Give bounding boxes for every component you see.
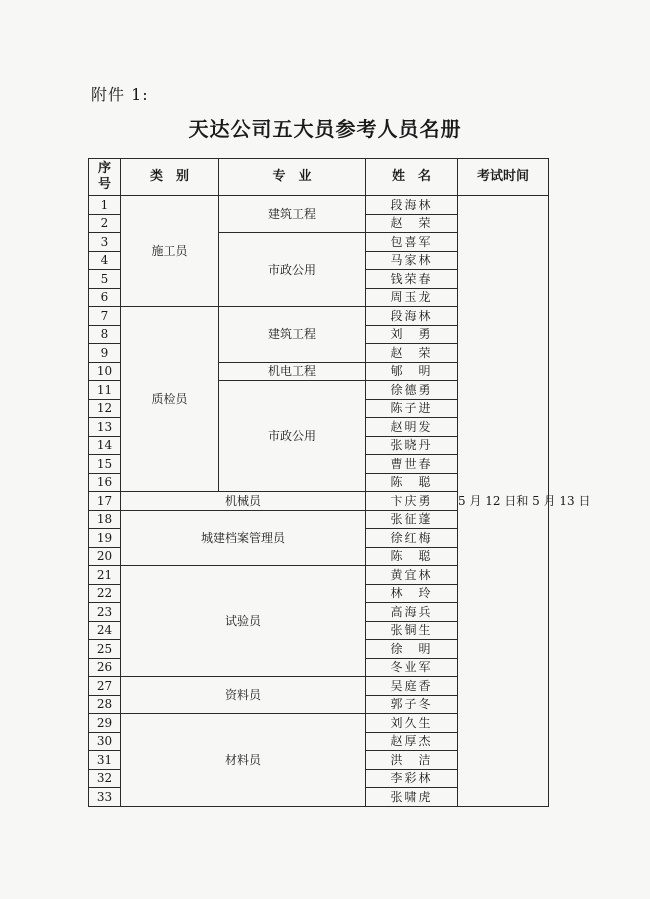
- name-cell: 钱荣春: [366, 270, 458, 289]
- name-cell: 郭子冬: [366, 695, 458, 714]
- header-seq-line1: 序: [97, 161, 111, 176]
- seq-cell: 18: [89, 510, 121, 529]
- category-cell-construction: 施工员: [121, 196, 219, 307]
- seq-cell: 9: [89, 344, 121, 363]
- seq-cell: 8: [89, 325, 121, 344]
- seq-cell: 28: [89, 695, 121, 714]
- seq-cell: 6: [89, 288, 121, 307]
- seq-cell: 1: [89, 196, 121, 215]
- name-cell: 包喜军: [366, 233, 458, 252]
- seq-cell: 4: [89, 251, 121, 270]
- major-cell-quality-muni: 市政公用: [219, 381, 366, 492]
- name-cell: 洪 洁: [366, 751, 458, 770]
- category-cell-testing: 试验员: [121, 566, 366, 677]
- seq-cell: 14: [89, 436, 121, 455]
- seq-cell: 2: [89, 214, 121, 233]
- roster-table: [88, 158, 591, 807]
- major-cell-construction-muni: 市政公用: [219, 233, 366, 307]
- name-cell: 郇 明: [366, 362, 458, 381]
- seq-cell: 33: [89, 788, 121, 807]
- seq-cell: 29: [89, 714, 121, 733]
- exam-time-cell: 5 月 12 日和 5 月 13 日: [458, 196, 549, 807]
- header-exam-time: 考试时间: [458, 159, 549, 196]
- seq-cell: 30: [89, 732, 121, 751]
- name-cell: 陈子进: [366, 399, 458, 418]
- name-cell: 段海林: [366, 196, 458, 215]
- seq-cell: 3: [89, 233, 121, 252]
- seq-cell: 26: [89, 658, 121, 677]
- name-cell: 徐红梅: [366, 529, 458, 548]
- seq-cell: 7: [89, 307, 121, 326]
- name-cell: 徐德勇: [366, 381, 458, 400]
- seq-cell: 20: [89, 547, 121, 566]
- seq-cell: 12: [89, 399, 121, 418]
- name-cell: 高海兵: [366, 603, 458, 622]
- name-cell: 林 玲: [366, 584, 458, 603]
- page-title: 天达公司五大员参考人员名册: [188, 117, 462, 141]
- seq-cell: 13: [89, 418, 121, 437]
- name-cell: 段海林: [366, 307, 458, 326]
- header-seq: [89, 159, 121, 196]
- name-cell: 赵明发: [366, 418, 458, 437]
- name-cell: 张啸虎: [366, 788, 458, 807]
- header-category: 类 别: [121, 159, 219, 196]
- seq-cell: 22: [89, 584, 121, 603]
- seq-cell: 16: [89, 473, 121, 492]
- major-cell-quality-mech: 机电工程: [219, 362, 366, 381]
- name-cell: 赵 荣: [366, 344, 458, 363]
- header-name: 姓 名: [366, 159, 458, 196]
- name-cell: 陈 聪: [366, 547, 458, 566]
- seq-cell: 10: [89, 362, 121, 381]
- name-cell: 曹世春: [366, 455, 458, 474]
- seq-cell: 24: [89, 621, 121, 640]
- seq-cell: 11: [89, 381, 121, 400]
- attachment-label: 附件 1:: [91, 85, 149, 104]
- major-cell-construction-arch: 建筑工程: [219, 196, 366, 233]
- seq-cell: 25: [89, 640, 121, 659]
- seq-cell: 27: [89, 677, 121, 696]
- name-cell: 黄宜林: [366, 566, 458, 585]
- seq-cell: 17: [89, 492, 121, 511]
- name-cell: 刘 勇: [366, 325, 458, 344]
- name-cell: 陈 聪: [366, 473, 458, 492]
- name-cell: 刘久生: [366, 714, 458, 733]
- seq-cell: 21: [89, 566, 121, 585]
- category-cell-quality: 质检员: [121, 307, 219, 492]
- seq-cell: 19: [89, 529, 121, 548]
- name-cell: 李彩林: [366, 769, 458, 788]
- major-cell-quality-arch: 建筑工程: [219, 307, 366, 363]
- name-cell: 张铜生: [366, 621, 458, 640]
- name-cell: 张晓丹: [366, 436, 458, 455]
- name-cell: 周玉龙: [366, 288, 458, 307]
- table-row: [89, 196, 549, 215]
- name-cell: 张征蓬: [366, 510, 458, 529]
- category-cell-machinery: 机械员: [121, 492, 366, 511]
- category-cell-materials: 材料员: [121, 714, 366, 807]
- seq-cell: 23: [89, 603, 121, 622]
- name-cell: 赵厚杰: [366, 732, 458, 751]
- header-row: [89, 159, 549, 196]
- seq-cell: 32: [89, 769, 121, 788]
- category-cell-archive: 城建档案管理员: [121, 510, 366, 566]
- seq-cell: 15: [89, 455, 121, 474]
- seq-cell: 31: [89, 751, 121, 770]
- name-cell: 赵 荣: [366, 214, 458, 233]
- header-major: 专 业: [219, 159, 366, 196]
- header-seq-line2: 号: [97, 177, 111, 192]
- name-cell: 吴庭香: [366, 677, 458, 696]
- name-cell: 马家林: [366, 251, 458, 270]
- name-cell: 卞庆勇: [366, 492, 458, 511]
- category-cell-documents: 资料员: [121, 677, 366, 714]
- seq-cell: 5: [89, 270, 121, 289]
- name-cell: 徐 明: [366, 640, 458, 659]
- name-cell: 冬业军: [366, 658, 458, 677]
